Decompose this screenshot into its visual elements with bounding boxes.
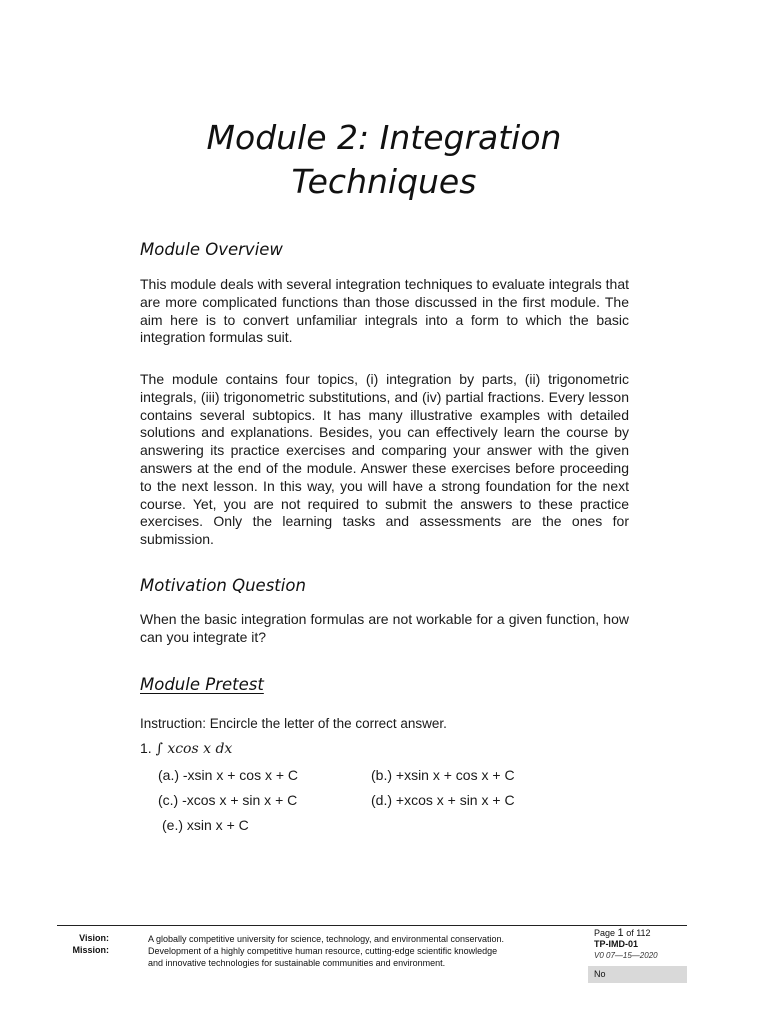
mission-label: Mission:	[72, 945, 109, 955]
choice-a: (a.) -xsin x + cos x + C	[158, 767, 299, 783]
number-field	[588, 966, 687, 983]
vision-label: Vision:	[79, 933, 109, 943]
page-suffix: of 112	[626, 928, 651, 938]
title-line-1: Module 2: Integration	[206, 118, 562, 157]
choice-c: (c.) -xcos x + sin x + C	[158, 792, 298, 808]
choice-e: (e.) xsin x + C	[162, 817, 249, 833]
overview-paragraph-1: This module deals with several integration techniques to evaluate integrals that are more complicated functions than those discussed in the first module. The aim here is to convert unfamiliar integrals into a form to which the basic integration formulas suit.	[140, 276, 629, 346]
page-indicator	[594, 927, 651, 939]
question-1	[140, 740, 232, 757]
document-code: TP-IMD-01	[594, 939, 639, 949]
pretest-heading: Module Pretest	[140, 675, 264, 694]
motivation-heading: Motivation Question	[140, 576, 306, 595]
overview-paragraph-2: The module contains four topics, (i) integration by parts, (ii) trigonometric integrals, (iii) trigonometric substitutions, and (iv) partial fractions. Every lesson contains several subtopics. It has many illustrative examples with detailed solutions and explanations. Besides, you can effectively learn the course by answering its practice exercises and comparing your answer with the given answers at the end of the module. Answer these exercises before proceeding to the next lesson. In this way, you will have a strong foundation for the next course. Yet, you are not required to submit the answers to these practice exercises. Only the learning tasks and assessments are the ones for submission.	[140, 371, 629, 548]
mission-text-line-2: and innovative technologies for sustainable communities and environment.	[148, 958, 446, 968]
question-expression: ∫ xcos x dx	[155, 741, 233, 757]
title-line-2: Techniques	[291, 162, 477, 201]
document-version: V0 07—15—2020	[594, 951, 658, 960]
page-number: 1	[617, 927, 624, 939]
page-prefix: Page	[594, 928, 616, 938]
choice-b: (b.) +xsin x + cos x + C	[371, 767, 515, 783]
overview-heading: Module Overview	[140, 240, 283, 259]
page-title	[0, 116, 768, 204]
choice-d: (d.) +xcos x + sin x + C	[371, 792, 515, 808]
footer-divider	[57, 925, 687, 926]
question-number: 1.	[140, 740, 152, 756]
number-label: No	[594, 969, 606, 979]
motivation-question: When the basic integration formulas are not workable for a given function, how can you integrate it?	[140, 611, 629, 645]
mission-text-line-1: Development of a highly competitive human resource, cutting-edge scientific knowledge	[148, 946, 498, 956]
vision-text: A globally competitive university for science, technology, and environmental conservation.	[148, 934, 505, 944]
pretest-instruction: Instruction: Encircle the letter of the correct answer.	[140, 716, 447, 731]
